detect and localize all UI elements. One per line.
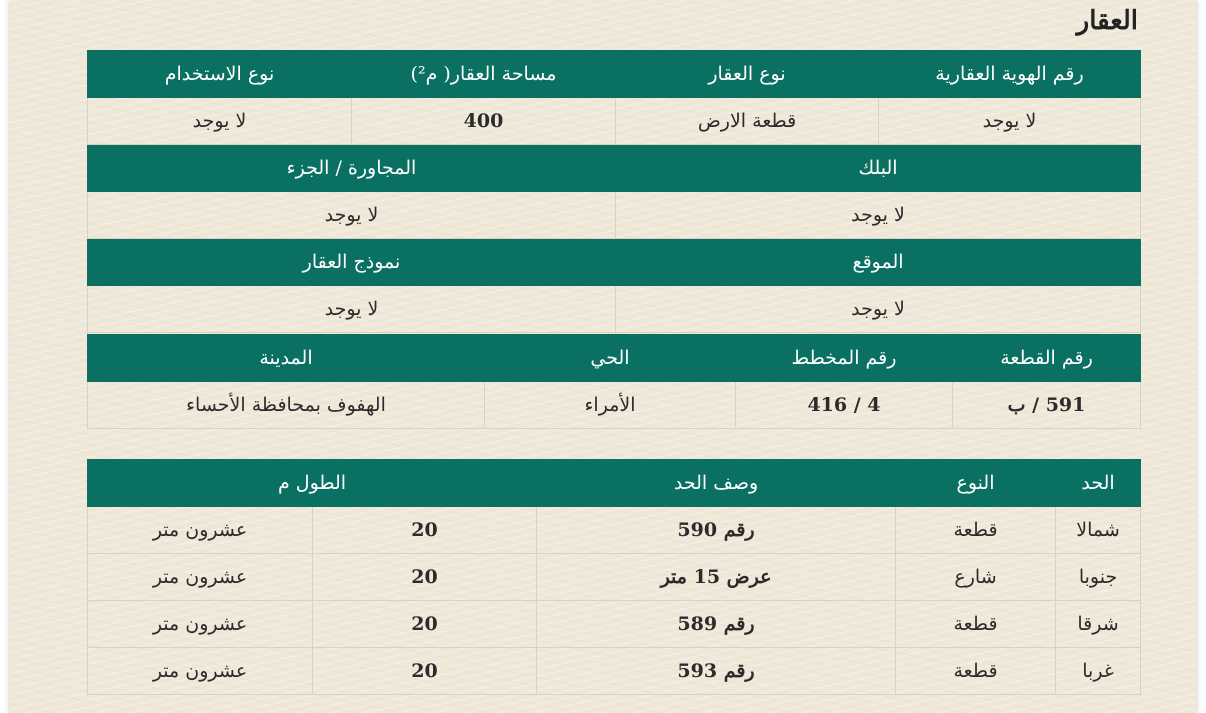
- header-usage-type: نوع الاستخدام: [88, 51, 352, 98]
- header-neighborhood-part: المجاورة / الجزء: [88, 145, 616, 192]
- header-block: البلك: [616, 145, 1141, 192]
- boundary-length-text: عشرون متر: [88, 507, 313, 554]
- boundary-description: عرض 15 متر: [537, 554, 896, 601]
- header-description: وصف الحد: [537, 460, 896, 507]
- boundary-length-text: عشرون متر: [88, 554, 313, 601]
- value-property-area: 400: [352, 98, 616, 145]
- header-district: الحي: [485, 335, 736, 382]
- header-property-area: مساحة العقار( م²): [352, 51, 616, 98]
- boundary-description: رقم 590: [537, 507, 896, 554]
- value-row: [88, 382, 1141, 429]
- header-plan-number: رقم المخطط: [736, 335, 953, 382]
- boundary-length: 20: [313, 648, 537, 695]
- boundary-direction: شرقا: [1056, 601, 1141, 648]
- value-district: الأمراء: [485, 382, 736, 429]
- boundary-length-text: عشرون متر: [88, 648, 313, 695]
- header-row: [88, 145, 1141, 192]
- boundary-type: قطعة: [896, 601, 1056, 648]
- property-table: [87, 50, 1141, 333]
- boundary-direction: غربا: [1056, 648, 1141, 695]
- value-row: [88, 192, 1141, 239]
- header-row: [88, 239, 1141, 286]
- value-usage-type: لا يوجد: [88, 98, 352, 145]
- value-city: الهفوف بمحافظة الأحساء: [88, 382, 485, 429]
- boundary-row: [88, 648, 1141, 695]
- boundary-length: 20: [313, 554, 537, 601]
- value-row: [88, 286, 1141, 333]
- boundary-length-text: عشرون متر: [88, 601, 313, 648]
- boundary-length: 20: [313, 601, 537, 648]
- header-type: النوع: [896, 460, 1056, 507]
- boundary-type: قطعة: [896, 507, 1056, 554]
- value-location: لا يوجد: [616, 286, 1141, 333]
- header-row: [88, 460, 1141, 507]
- header-property-model: نموذج العقار: [88, 239, 616, 286]
- header-location: الموقع: [616, 239, 1141, 286]
- boundary-direction: شمالا: [1056, 507, 1141, 554]
- document-page: [10, 0, 1196, 713]
- plot-table: [87, 334, 1141, 429]
- boundary-description: رقم 589: [537, 601, 896, 648]
- boundary-type: شارع: [896, 554, 1056, 601]
- boundary-length: 20: [313, 507, 537, 554]
- section-title: العقار: [1076, 6, 1138, 36]
- header-boundary: الحد: [1056, 460, 1141, 507]
- header-identity-number: رقم الهوية العقارية: [879, 51, 1141, 98]
- boundary-row: [88, 554, 1141, 601]
- value-property-model: لا يوجد: [88, 286, 616, 333]
- boundary-description: رقم 593: [537, 648, 896, 695]
- value-neighborhood-part: لا يوجد: [88, 192, 616, 239]
- header-length: الطول م: [88, 460, 537, 507]
- header-row: [88, 51, 1141, 98]
- value-block: لا يوجد: [616, 192, 1141, 239]
- value-property-type: قطعة الارض: [616, 98, 879, 145]
- header-plot-number: رقم القطعة: [953, 335, 1141, 382]
- value-plan-number: 4 / 416: [736, 382, 953, 429]
- header-city: المدينة: [88, 335, 485, 382]
- boundary-type: قطعة: [896, 648, 1056, 695]
- header-row: [88, 335, 1141, 382]
- boundary-row: [88, 507, 1141, 554]
- value-row: [88, 98, 1141, 145]
- boundaries-table: [87, 459, 1141, 695]
- boundary-row: [88, 601, 1141, 648]
- header-property-type: نوع العقار: [616, 51, 879, 98]
- value-identity-number: لا يوجد: [879, 98, 1141, 145]
- boundary-direction: جنوبا: [1056, 554, 1141, 601]
- value-plot-number: 591 / ب: [953, 382, 1141, 429]
